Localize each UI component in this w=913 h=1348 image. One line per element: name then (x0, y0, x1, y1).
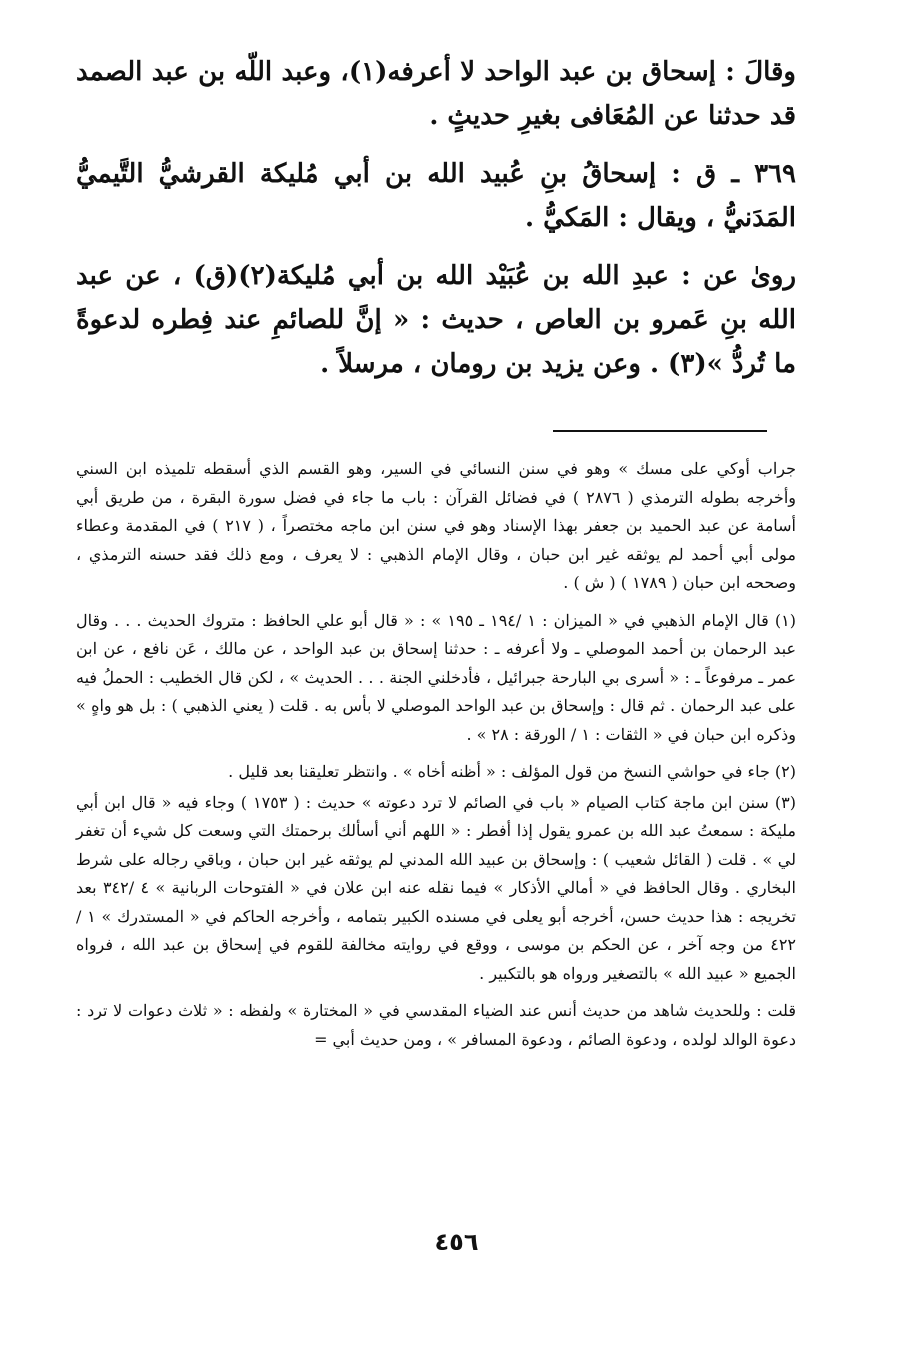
paragraph-quote (76, 50, 796, 138)
paragraph-narration (76, 254, 796, 386)
entry-name: إسحاقُ بنِ عُبيد الله بن أبي مُليكة القرشيُّ التَّيميُّ المَدَنيُّ ، ويقال : المَكيُّ . (76, 159, 796, 233)
main-text (76, 50, 796, 400)
footnote-1: (١) قال الإمام الذهبي في « الميزان : ١ /١٩٤ ـ ١٩٥ » : « قال أبو علي الحافظ : متروك الحديث . . . وقال عبد الرحمان بن أحمد الموصلي ـ ولا أعرفه ـ : حدثنا إسحاق بن عبد الواحد ، عن مالك ، عَن نافع ، عن ابن عمر ـ مرفوعاً ـ : « أسرى بي البارحة جبرائيل ، فأدخلني الجنة . . . الحديث » ، لكن قال الخطيب : الحملُ فيه على عبد الرحمان . ثم قال : وإسحاق بن عبد الواحد الموصلي لا بأس به . قلت ( يعني الذهبي ) : بل هو واهٍ » وذكره ابن حبان في « الثقات : ١ / الورقة : ٢٨ » . (76, 610, 797, 744)
page-number: ٤٥٦ (434, 1228, 479, 1256)
entry-369 (76, 152, 796, 240)
footnotes (76, 455, 796, 1063)
footnote-4: قلت : وللحديث شاهد من حديث أنس عند الضياء المقدسي في « المختارة » ولفظه : « ثلاث دعوات لا ترد : دعوة الوالد لولده ، ودعوة الصائم ، ودعوة المسافر » ، ومن حديث أبي = (76, 1001, 796, 1049)
footnote-2: (٢) جاء في حواشي النسخ من قول المؤلف : « أظنه أخاه » . وانتظر تعليقنا بعد قليل . (228, 762, 796, 781)
paragraph-text-1: وقالَ : إسحاق بن عبد الواحد لا أعرفه(١)، وعبد اللّه بن عبد الصمد قد حدثنا عن المُعَافى بغيرِ حديثٍ . (76, 57, 796, 131)
paragraph-text-3: روىٰ عن : عبدِ الله بن عُبَيْد الله بن أبي مُليكة(٢)(ق) ، عن عبد الله بنِ عَمرو بن العاص ، حديث : « إنَّ للصائمِ عند فِطره لدعوةً ما تُردُّ »(٣) . وعن يزيد بن رومان ، مرسلاً . (76, 261, 797, 379)
footnote-3: (٣) سنن ابن ماجة كتاب الصيام « باب في الصائم لا ترد دعوته » حديث : ( ١٧٥٣ ) وجاء فيه « قال ابن أبي مليكة : سمعتُ عبد الله بن عمرو يقول إذا أفطر : « اللهم أني أسألك برحمتك التي وسعت كل شيء أن تغفر لي » . قلت ( القائل شعيب ) : وإسحاق بن عبيد الله المدني لم يوثقه غير ابن حبان ، وباقي رجاله على شرط البخاري . وقال الحافظ في « أمالي الأذكار » فيما نقله عنه ابن علان في « الفتوحات الربانية » ٤ /٣٤٢ بعد تخريجه : هذا حديث حسن، أخرجه أبو يعلى في مسنده الكبير بتمامه ، وأخرجه الحاكم في « المستدرك » ١ /٤٢٢ من وجه آخر ، عن الحكم بن موسى ، ووقع في روايته مخالفة للقوم في إسحاق بن عبد الله ، فرواه الجميع « عبيد الله » بالتصغير ورواه هو بالتكبير . (76, 792, 797, 983)
entry-number: ٣٦٩ ـ ق : (671, 159, 796, 189)
footnote-separator (553, 430, 767, 432)
entry-heading (76, 152, 796, 240)
footnote-continuation: جراب أوكي على مسك » وهو في سنن النسائي في السير، وهو القسم الذي أسقطه تلميذه ابن السني وأخرجه بطوله الترمذي ( ٢٨٧٦ ) في فضائل القرآن : باب ما جاء في فضل سورة البقرة ، من طريق أبي أسامة عن عبد الحميد بن جعفر بهذا الإسناد وهو في سنن ابن ماجه مختصراً ، ( ٢١٧ ) في المقدمة وعطاء مولى أبي أحمد لم يوثقه غير ابن حبان ، وقال الإمام الذهبي : لا يعرف ، ومع ذلك فقد حسنه الترمذي ، وصححه ابن حبان ( ١٧٨٩ ) ( ش ) . (76, 459, 796, 592)
